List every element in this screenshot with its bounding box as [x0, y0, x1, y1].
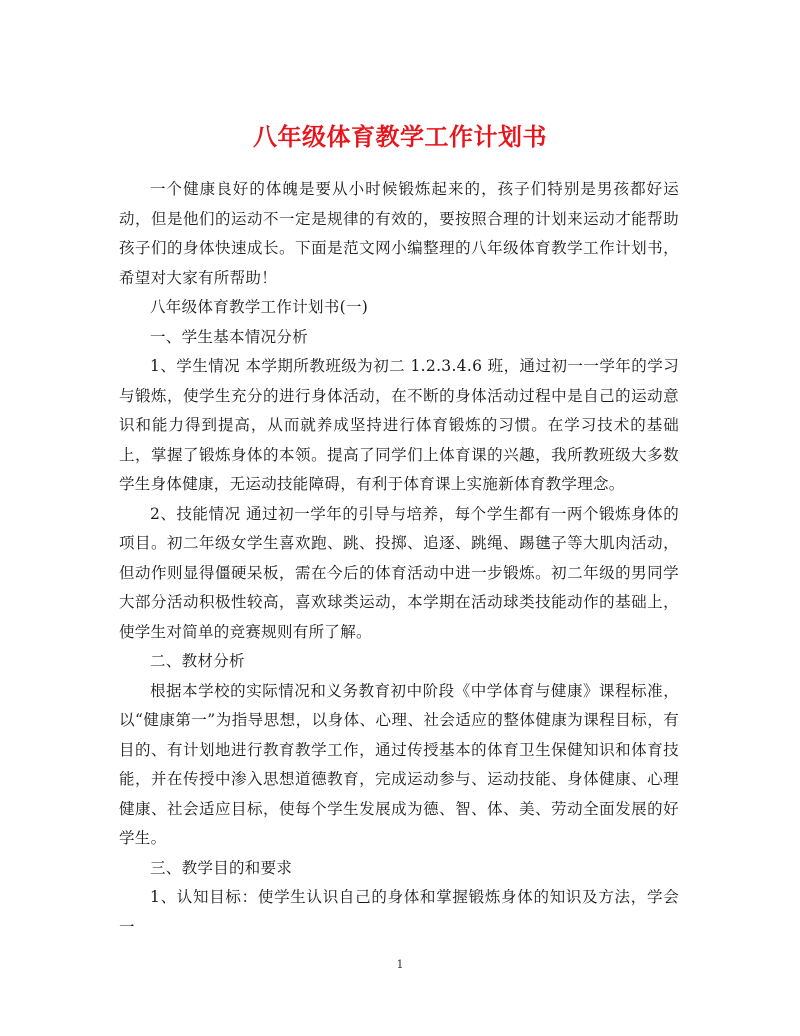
section-heading-textbook-analysis: 二、教材分析 — [150, 652, 245, 670]
skill-situation-paragraph: 2、技能情况 通过初一学年的引导与培养，每个学生都有一两个锻炼身体的项目。初二年级女学生喜欢跑、跳、投掷、追逐、跳绳、踢毽子等大肌肉活动，但动作则显得僵硬呆板，需在今后的体育活动中进一步锻炼。初二年级的男同学大部分活动积极性较高，喜欢球类运动，本学期在活动球类技能动作的基础上，使学生对简单的竞赛规则有所了解。 — [119, 504, 679, 641]
plan-subtitle: 八年级体育教学工作计划书(一) — [150, 298, 369, 316]
document-title: 八年级体育教学工作计划书 — [253, 122, 547, 152]
page-number: 1 — [396, 958, 404, 971]
section-heading-teaching-goals: 三、教学目的和要求 — [150, 858, 293, 877]
document-body — [119, 175, 679, 942]
intro-paragraph: 一个健康良好的体魄是要从小时候锻炼起来的，孩子们特别是男孩都好运动，但是他们的运动不一定是规律的有效的，要按照合理的计划来运动才能帮助孩子们的身体快速成长。下面是范文网小编整理的八年级体育教学工作计划书，希望对大家有所帮助！ — [119, 180, 679, 287]
section-heading-student-analysis: 一、学生基本情况分析 — [150, 327, 309, 346]
cognitive-goal-paragraph: 1、认知目标：使学生认识自己的身体和掌握锻炼身体的知识及方法，学会一 — [119, 888, 679, 936]
student-situation-paragraph: 1、学生情况 本学期所教班级为初二 1.2.3.4.6 班，通过初一一学年的学习与锻炼，使学生充分的进行身体活动，在不断的身体活动过程中是自己的运动意识和能力得到提高，从而就养成坚持进行体育锻炼的习惯。在学习技术的基础上，掌握了锻炼身体的本领。提高了同学们上体育课的兴趣，我所教班级大多数学生身体健康，无运动技能障碍，有利于体育课上实施新体育教学理念。 — [119, 357, 679, 493]
textbook-analysis-paragraph: 根据本学校的实际情况和义务教育初中阶段《中学体育与健康》课程标准，以“健康第一”为指导思想，以身体、心理、社会适应的整体健康为课程目标，有目的、有计划地进行教育教学工作，通过传授基本的体育卫生保健知识和体育技能，并在传授中渗入思想道德教育，完成运动参与、运动技能、身体健康、心理健康、社会适应目标，使每个学生发展成为德、智、体、美、劳动全面发展的好学生。 — [119, 681, 679, 847]
